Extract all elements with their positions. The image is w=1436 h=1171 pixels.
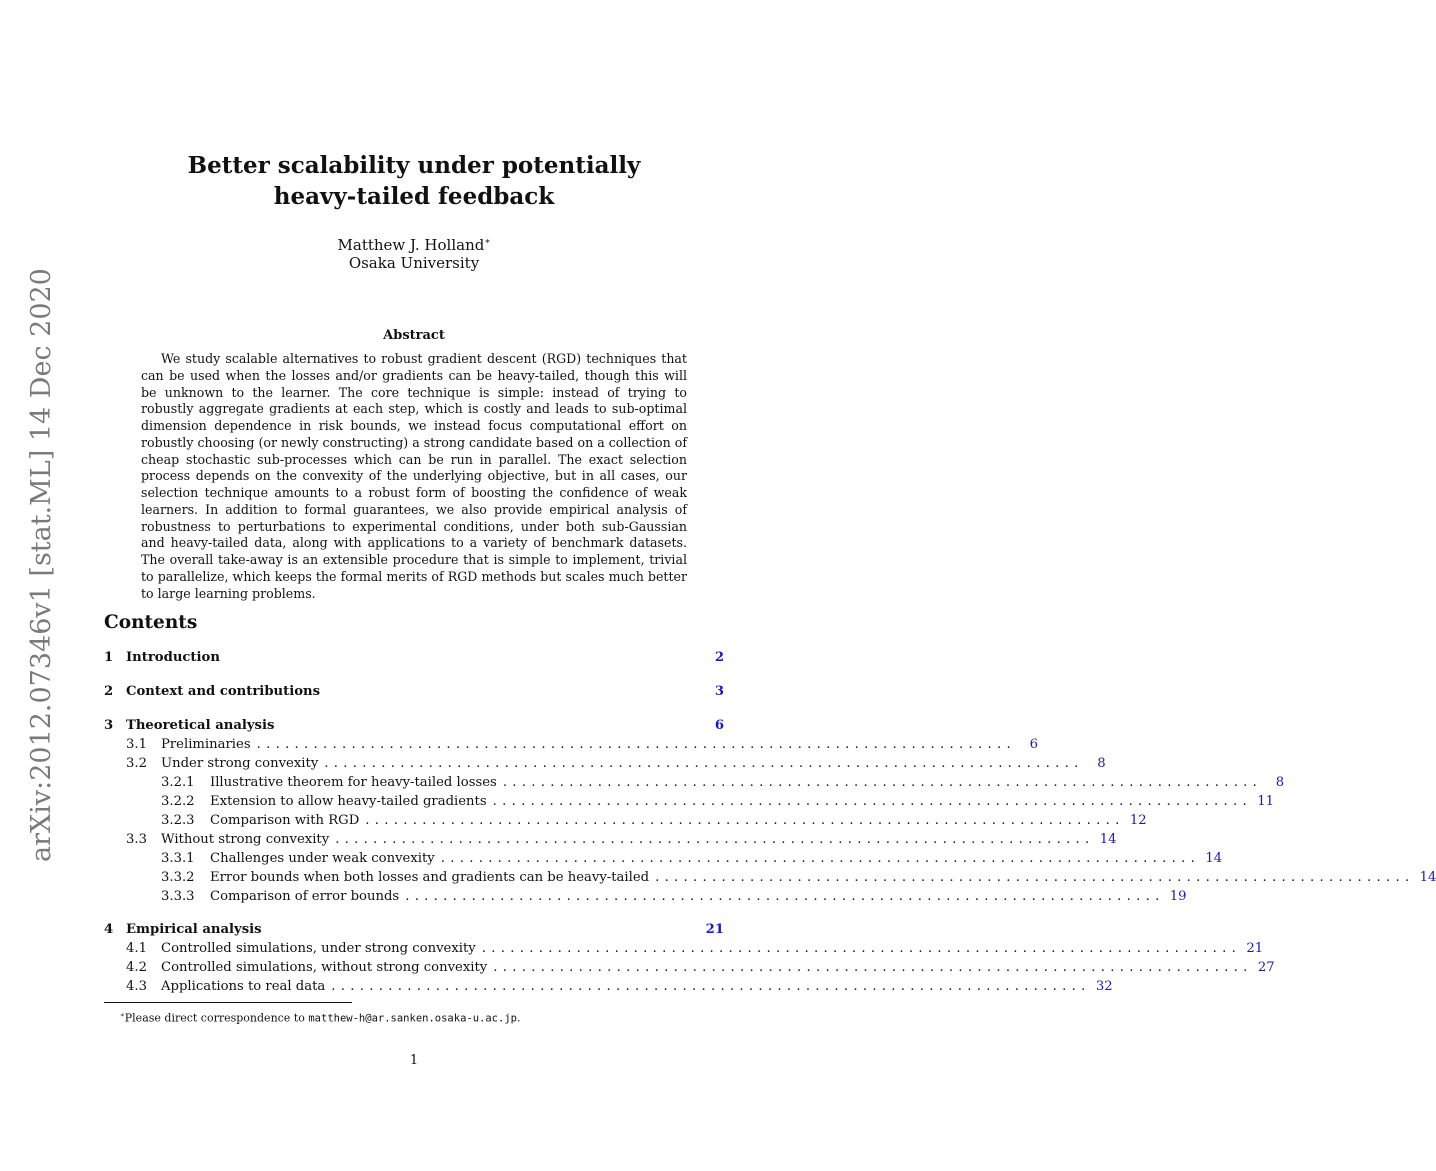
footnote-end: . — [516, 1011, 521, 1025]
toc-entry[interactable] — [161, 868, 1436, 887]
toc-entry-page-link[interactable]: 21 — [705, 922, 724, 937]
toc-entry-page-link[interactable]: 12 — [1129, 813, 1147, 828]
toc-entry-title: Controlled simulations, without strong convexity — [161, 960, 488, 975]
toc-entry-number: 3.3.3 — [161, 889, 195, 904]
toc-entry-title: Applications to real data — [161, 979, 326, 994]
toc-entry[interactable] — [126, 754, 1106, 773]
toc-entry-number: 4.3 — [126, 979, 147, 994]
toc-entry[interactable] — [104, 920, 724, 939]
author-footnote-mark[interactable]: ∗ — [484, 237, 491, 247]
toc-entry-page-link[interactable]: 3 — [714, 684, 724, 699]
toc-entry-title: Error bounds when both losses and gradients can be heavy-tailed — [210, 870, 650, 885]
toc-entry[interactable] — [161, 792, 1274, 811]
toc-leader-dots: ................................................................................ — [493, 960, 1253, 975]
author-affiliation: Osaka University — [348, 254, 480, 272]
toc-entry-number: 3.3 — [126, 832, 147, 847]
toc-entry-title: Context and contributions — [126, 684, 321, 699]
toc-entry-number: 3.2.3 — [161, 813, 195, 828]
toc-entry-page-link[interactable]: 14 — [1419, 870, 1436, 885]
toc-leader-dots: ................................................................................ — [492, 794, 1252, 809]
toc-leader-dots: ................................................................................ — [440, 851, 1201, 866]
contents-heading: Contents — [104, 612, 198, 633]
toc-leader-dots: ................................................................................ — [655, 870, 1415, 885]
toc-leader-dots: ................................................................................ — [365, 813, 1125, 828]
toc-leader-dots: ................................................................................ — [331, 979, 1091, 994]
toc-entry-number: 1 — [104, 650, 114, 665]
toc-entry[interactable] — [126, 958, 1275, 977]
toc-entry-title: Extension to allow heavy-tailed gradients — [210, 794, 487, 809]
author-text: Matthew J. Holland — [337, 236, 485, 254]
footnote-mark: ∗ — [120, 1011, 125, 1019]
toc-entry-number: 3.2 — [126, 756, 147, 771]
toc-leader-dots: ................................................................................ — [335, 832, 1095, 847]
toc-entry-number: 2 — [104, 684, 114, 699]
toc-entry[interactable] — [126, 830, 1117, 849]
toc-entry-title: Illustrative theorem for heavy-tailed losses — [210, 775, 497, 790]
footnote — [120, 1008, 720, 1026]
toc-entry[interactable] — [161, 849, 1223, 868]
toc-entry-number: 3.2.2 — [161, 794, 195, 809]
page-number: 1 — [409, 1053, 419, 1068]
title-line-2: heavy-tailed feedback — [273, 183, 555, 210]
abstract-body: We study scalable alternatives to robust gradient descent (RGD) techniques that can be used when the losses and/or gradients can be heavy-tailed, though this will be unknown to the learner. The core technique is simple: instead of trying to robustly aggregate gradients at each step, which is costly and leads to sub-optimal dimension dependence in risk bounds, we instead focus computational effort on robustly choosing (or newly constructing) a strong candidate based on a collection of cheap stochastic sub-processes which can be run in parallel. The exact selection process depends on the convexity of the underlying objective, but in all cases, our selection technique amounts to a robust form of boosting the confidence of weak learners. In addition to formal guarantees, we also provide empirical analysis of robustness to perturbations to experimental conditions, under both sub-Gaussian and heavy-tailed data, along with applications to a variety of benchmark datasets. The overall take-away is an extensible procedure that is simple to implement, trivial to parallelize, which keeps the formal merits of RGD methods but scales much better to large learning problems. — [141, 351, 687, 601]
toc-leader-dots: ................................................................................ — [405, 889, 1165, 904]
toc-entry[interactable] — [104, 648, 724, 667]
toc-entry-page-link[interactable]: 8 — [1275, 775, 1285, 790]
toc-entry-number: 3.3.1 — [161, 851, 195, 866]
toc-entry-page-link[interactable]: 14 — [1099, 832, 1117, 847]
abstract-heading: Abstract — [383, 328, 445, 343]
toc-entry-title: Without strong convexity — [161, 832, 330, 847]
toc-entry-title: Challenges under weak convexity — [210, 851, 435, 866]
toc-entry-title: Empirical analysis — [126, 922, 262, 937]
toc-entry-page-link[interactable]: 21 — [1246, 941, 1264, 956]
paper-title — [104, 150, 724, 212]
toc-entry[interactable] — [126, 735, 1038, 754]
arxiv-identifier: arXiv:2012.07346v1 [stat.ML] 14 Dec 2020 — [26, 268, 57, 862]
toc-entry-number: 4.2 — [126, 960, 147, 975]
toc-entry-page-link[interactable]: 11 — [1257, 794, 1274, 809]
title-line-1: Better scalability under potentially — [187, 152, 641, 179]
toc-entry-title: Comparison of error bounds — [210, 889, 400, 904]
toc-entry-title: Preliminaries — [161, 737, 251, 752]
toc-entry-title: Theoretical analysis — [126, 718, 275, 733]
toc-entry-title: Controlled simulations, under strong convexity — [161, 941, 476, 956]
toc-leader-dots: ................................................................................ — [324, 756, 1084, 771]
toc-leader-dots: ................................................................................ — [256, 737, 1016, 752]
toc-entry[interactable] — [104, 716, 724, 735]
footnote-email[interactable]: matthew-h@ar.sanken.osaka-u.ac.jp — [308, 1012, 517, 1025]
toc-entry-page-link[interactable]: 8 — [1097, 756, 1106, 771]
toc-entry-number: 3.2.1 — [161, 775, 195, 790]
toc-entry-page-link[interactable]: 6 — [1029, 737, 1038, 752]
toc-leader-dots: ................................................................................ — [481, 941, 1242, 956]
toc-entry-number: 4.1 — [126, 941, 147, 956]
toc-entry[interactable] — [104, 682, 724, 701]
toc-leader-dots: ................................................................................ — [502, 775, 1263, 790]
footnote-text: Please direct correspondence to — [124, 1011, 309, 1025]
toc-entry-number: 3.3.2 — [161, 870, 195, 885]
toc-entry-page-link[interactable]: 6 — [714, 718, 724, 733]
toc-entry-page-link[interactable]: 2 — [714, 650, 724, 665]
toc-entry[interactable] — [126, 939, 1264, 958]
toc-entry-number: 4 — [104, 922, 114, 937]
toc-entry[interactable] — [161, 773, 1285, 792]
toc-entry-title: Comparison with RGD — [210, 813, 360, 828]
author-name — [104, 232, 724, 255]
footnote-rule — [104, 1002, 352, 1003]
toc-entry-title: Introduction — [126, 650, 220, 665]
toc-entry-page-link[interactable]: 19 — [1169, 889, 1187, 904]
toc-entry[interactable] — [126, 977, 1113, 996]
toc-entry-page-link[interactable]: 14 — [1205, 851, 1223, 866]
toc-entry-number: 3.1 — [126, 737, 147, 752]
toc-entry-page-link[interactable]: 27 — [1257, 960, 1275, 975]
toc-entry-page-link[interactable]: 32 — [1095, 979, 1113, 994]
toc-entry[interactable] — [161, 811, 1147, 830]
toc-entry-number: 3 — [104, 718, 114, 733]
toc-entry-title: Under strong convexity — [161, 756, 319, 771]
toc-entry[interactable] — [161, 887, 1187, 906]
